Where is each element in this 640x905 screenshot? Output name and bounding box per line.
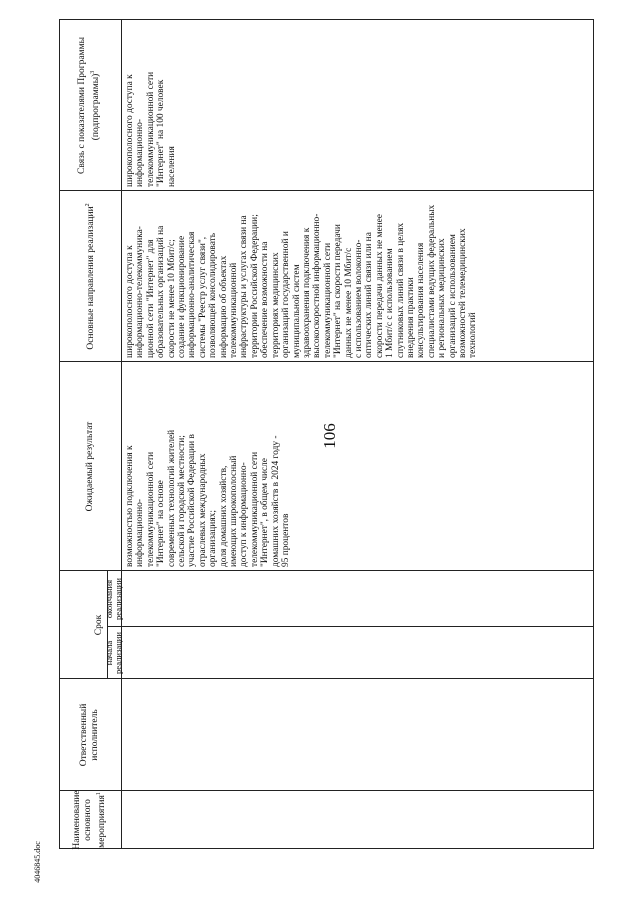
rule [121, 19, 122, 849]
footnote-mark: 3 [90, 70, 97, 74]
cell-term-start [125, 627, 591, 679]
rule [593, 19, 594, 849]
footnote-mark: 2 [84, 203, 91, 207]
footer-code: 4046845.doc [33, 841, 42, 883]
cell-result: возможностью подключения к информационно- телекоммуникационной сети "Интернет" на основе современных технологий жителей сельской и городской местности; участие Российской Федерации в отраслевых международных организациях; доля домашних хозяйств, имеющих широкополосный доступ к информационно- телекоммуникационной сети "Интернет", в общем числе домашних хозяйств в 2024 году - 95 процентов [125, 429, 292, 567]
cell-directions: широкополосного доступа к информационно-телекоммуника- ционной сети "Интернет" для образовательных организаций на скорости не менее 10 Мбит/с; создание и функционирование информационно-аналитическая системы "Реестр услуг связи", позволяющей консолидировать информацию об объектах телекоммуникационной инфраструктуры и услугах связи на территории Российской Федерации; обеспечение возможности на территориях медицинских организаций государственной и муниципальной систем здравоохранения подключения к высокоскоростной информационно- телекоммуникационной сети "Интернет" на скорости передачи данных не менее 10 Мбит/с с использованием волоконно- оптических линий связи или на скорости передачи данных не менее 1 Мбит/с с использованием спутниковых линий связи в целях внедрения практики консультирования населения специалистами ведущих федеральных и региональных медицинских организаций с использованием возможностей телемедицинских технологий [125, 204, 479, 358]
header-term-start: начала реализации [104, 632, 123, 674]
header-link [59, 20, 121, 191]
program-table [59, 19, 594, 849]
cell-link: широкополосного доступа к информационно- телекоммуникационной сети "Интернет" на 100 человек населения [125, 71, 177, 187]
page-number: 106 [320, 423, 339, 449]
header-term: Срок [94, 614, 104, 636]
cell-executor [125, 679, 591, 791]
cell-name [125, 791, 591, 849]
header-name [59, 791, 121, 849]
header-name-text: Наименование основного мероприятия [71, 790, 108, 850]
header-term-end: окончания реализации [104, 578, 123, 620]
header-directions [59, 191, 121, 362]
cell-term-end [125, 571, 591, 627]
header-link-text: Связь с показателями Программы (подпрограммы) [77, 37, 102, 174]
header-executor: Ответственный исполнитель [79, 703, 100, 767]
footnote-mark: 1 [95, 792, 102, 796]
header-directions-text: Основные направления реализации [86, 206, 97, 350]
header-result: Ожидаемый результат [84, 421, 95, 512]
